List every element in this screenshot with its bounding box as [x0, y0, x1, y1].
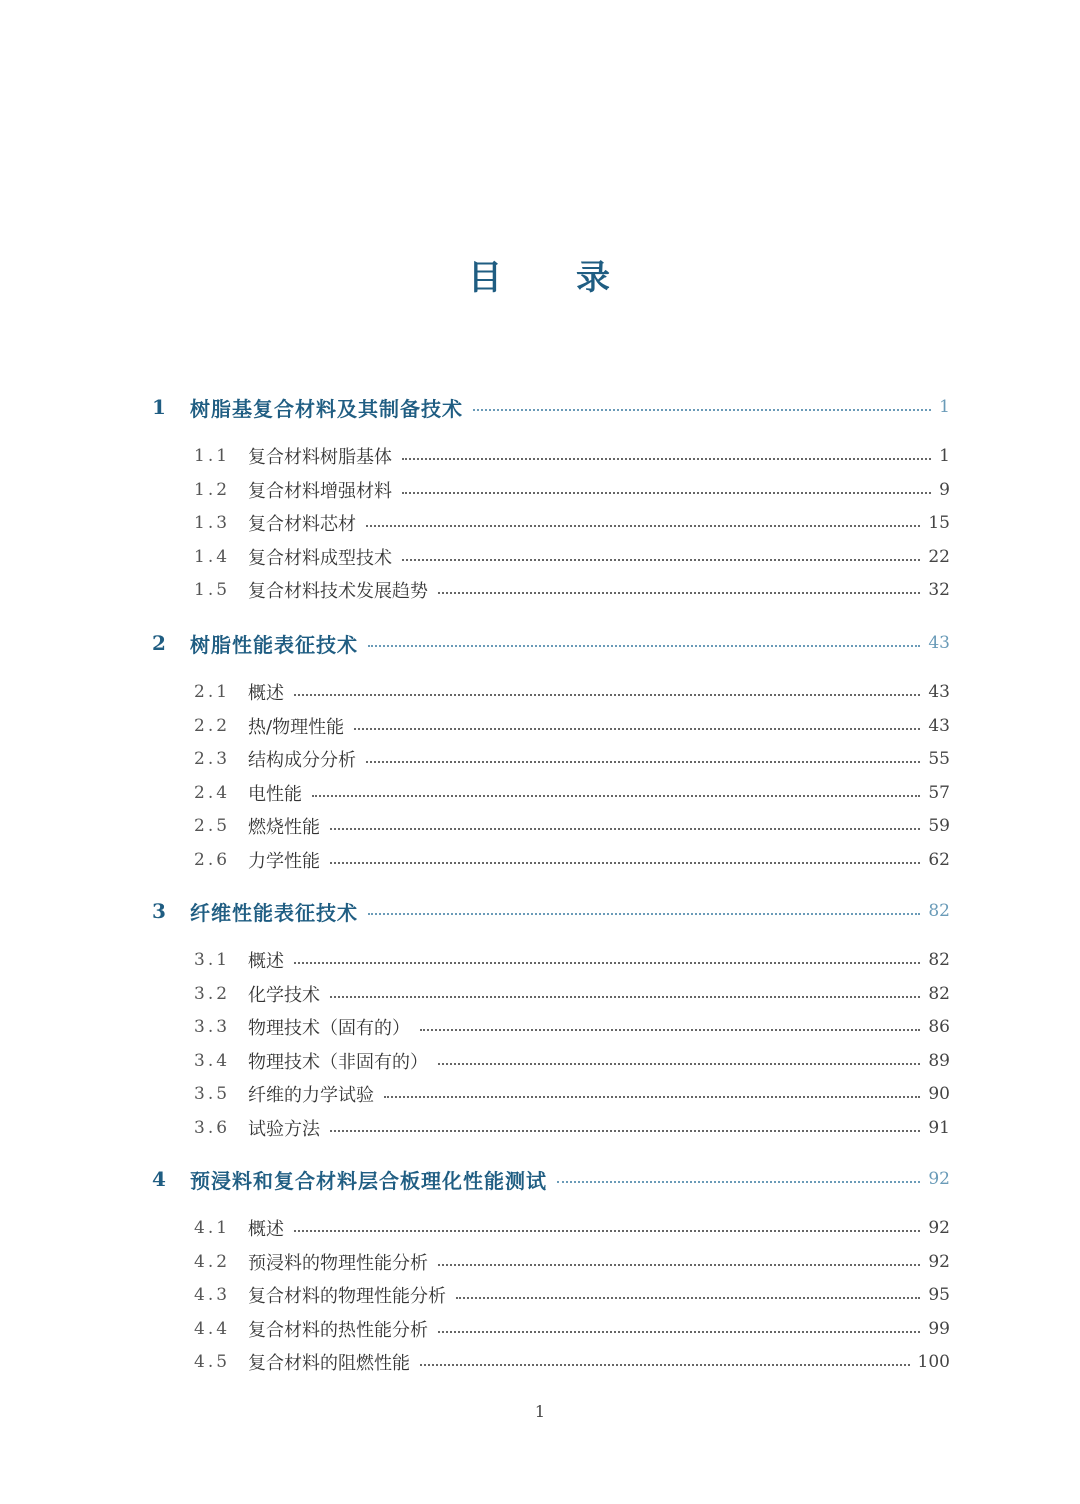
section-leader-dots [438, 1061, 920, 1065]
section-title: 复合材料树脂基体 [248, 447, 392, 468]
toc-section-row[interactable] [0, 980, 1080, 1008]
chapter-page-number: 1 [939, 397, 950, 417]
toc-section-row[interactable] [0, 745, 1080, 773]
section-leader-dots [294, 1228, 920, 1232]
toc-section-row[interactable] [0, 1114, 1080, 1142]
toc-chapter-row[interactable] [0, 1164, 1080, 1194]
toc-section-row[interactable] [0, 946, 1080, 974]
section-page-number: 32 [928, 580, 950, 601]
section-title: 力学性能 [248, 851, 320, 872]
section-title: 物理技术（非固有的） [248, 1051, 428, 1073]
section-page-number: 90 [928, 1084, 950, 1105]
section-leader-dots [330, 826, 920, 830]
section-leader-dots [366, 759, 920, 763]
section-number: 4.3 [194, 1285, 231, 1306]
section-leader-dots [366, 523, 920, 527]
section-title: 结构成分分析 [248, 750, 356, 772]
section-number: 2.4 [194, 782, 231, 803]
section-page-number: 99 [928, 1318, 950, 1339]
section-leader-dots [402, 490, 931, 494]
section-title: 复合材料增强材料 [248, 480, 392, 502]
section-leader-dots [312, 793, 920, 797]
section-page-number: 57 [928, 782, 950, 803]
section-page-number: 91 [928, 1118, 950, 1138]
section-title: 概述 [248, 951, 284, 972]
toc-section-row[interactable] [0, 779, 1080, 807]
section-number: 4.5 [194, 1352, 231, 1373]
section-number: 4.4 [194, 1318, 231, 1339]
chapter-number: 4 [152, 1167, 166, 1191]
section-number: 4.1 [194, 1218, 231, 1238]
section-page-number: 86 [928, 1017, 950, 1038]
section-page-number: 92 [928, 1218, 950, 1238]
section-title: 复合材料技术发展趋势 [248, 581, 428, 603]
toc-section-row[interactable] [0, 1013, 1080, 1041]
section-number: 1.4 [194, 546, 231, 567]
section-number: 1.5 [194, 580, 231, 601]
section-title: 试验方法 [248, 1119, 320, 1140]
section-leader-dots [438, 590, 920, 594]
section-title: 复合材料的物理性能分析 [248, 1286, 446, 1308]
section-number: 2.6 [194, 850, 231, 870]
section-title: 概述 [248, 1219, 284, 1240]
section-page-number: 22 [928, 546, 950, 567]
section-page-number: 15 [928, 513, 950, 534]
section-page-number: 62 [928, 850, 950, 870]
toc-chapter-row[interactable] [0, 628, 1080, 658]
chapter-number: 2 [152, 631, 166, 655]
section-page-number: 92 [928, 1251, 950, 1272]
section-title: 复合材料成型技术 [248, 547, 392, 569]
toc-section-row[interactable] [0, 442, 1080, 470]
chapter-number: 3 [152, 899, 166, 923]
footer-page-number: 1 [534, 1402, 546, 1421]
section-page-number: 82 [928, 983, 950, 1004]
section-leader-dots [402, 557, 920, 561]
section-number: 3.4 [194, 1050, 231, 1071]
section-title: 热/物理性能 [248, 716, 345, 738]
toc-section-row[interactable] [0, 1047, 1080, 1075]
section-title: 复合材料的阻燃性能 [248, 1353, 410, 1375]
section-title: 物理技术（固有的） [248, 1018, 410, 1040]
section-number: 3.2 [194, 983, 231, 1004]
section-leader-dots [294, 960, 920, 964]
toc-section-row[interactable] [0, 1348, 1080, 1376]
toc-section-row[interactable] [0, 812, 1080, 840]
section-title: 纤维的力学试验 [248, 1085, 374, 1107]
section-page-number: 89 [928, 1050, 950, 1071]
section-page-number: 55 [928, 749, 950, 770]
chapter-number: 1 [152, 395, 166, 419]
section-leader-dots [438, 1262, 920, 1266]
section-number: 3.6 [194, 1118, 231, 1138]
chapter-title: 纤维性能表征技术 [190, 900, 358, 925]
section-number: 3.5 [194, 1084, 231, 1105]
chapter-leader-dots [368, 643, 920, 647]
section-title: 预浸料的物理性能分析 [248, 1252, 428, 1274]
section-leader-dots [456, 1295, 920, 1299]
section-leader-dots [438, 1329, 920, 1333]
toc-section-row[interactable] [0, 1080, 1080, 1108]
section-page-number: 59 [928, 816, 950, 837]
section-leader-dots [420, 1362, 910, 1366]
section-number: 1.2 [194, 479, 231, 500]
toc-section-row[interactable] [0, 712, 1080, 740]
section-number: 4.2 [194, 1251, 231, 1272]
section-title: 复合材料芯材 [248, 514, 356, 536]
toc-section-row[interactable] [0, 543, 1080, 571]
toc-section-row[interactable] [0, 678, 1080, 706]
section-title: 化学技术 [248, 984, 320, 1006]
section-title: 概述 [248, 683, 284, 704]
section-leader-dots [294, 692, 920, 696]
toc-section-row[interactable] [0, 1281, 1080, 1309]
section-number: 1.1 [194, 446, 231, 466]
section-number: 3.1 [194, 950, 231, 970]
chapter-page-number: 92 [928, 1169, 950, 1189]
section-leader-dots [330, 860, 920, 864]
chapter-page-number: 43 [928, 633, 950, 653]
section-number: 1.3 [194, 513, 231, 534]
chapter-title: 树脂基复合材料及其制备技术 [190, 396, 463, 421]
section-leader-dots [330, 994, 920, 998]
toc-section-row[interactable] [0, 509, 1080, 537]
section-page-number: 9 [939, 479, 950, 500]
toc-chapter-row[interactable] [0, 392, 1080, 422]
chapter-leader-dots [473, 407, 931, 411]
section-title: 电性能 [248, 783, 302, 805]
section-title: 复合材料的热性能分析 [248, 1319, 428, 1341]
section-number: 2.3 [194, 749, 231, 770]
chapter-title: 树脂性能表征技术 [190, 632, 358, 657]
toc-section-row[interactable] [0, 1315, 1080, 1343]
chapter-leader-dots [368, 911, 920, 915]
toc-title-char-1: 目 [468, 258, 504, 298]
section-leader-dots [384, 1094, 920, 1098]
toc-title-char-2: 录 [576, 258, 612, 298]
toc-section-row[interactable] [0, 1248, 1080, 1276]
section-leader-dots [330, 1128, 920, 1132]
section-page-number: 43 [928, 682, 950, 702]
section-number: 2.5 [194, 816, 231, 837]
section-leader-dots [354, 726, 920, 730]
toc-section-row[interactable] [0, 1214, 1080, 1242]
section-number: 2.2 [194, 715, 231, 736]
toc-section-row[interactable] [0, 476, 1080, 504]
section-page-number: 1 [939, 446, 950, 466]
section-number: 2.1 [194, 682, 231, 702]
section-page-number: 43 [928, 715, 950, 736]
section-page-number: 82 [928, 950, 950, 970]
toc-title [0, 250, 1080, 299]
toc-chapter-row[interactable] [0, 896, 1080, 926]
section-number: 3.3 [194, 1017, 231, 1038]
chapter-title: 预浸料和复合材料层合板理化性能测试 [190, 1168, 547, 1193]
section-leader-dots [420, 1027, 920, 1031]
section-page-number: 100 [917, 1352, 950, 1373]
toc-section-row[interactable] [0, 846, 1080, 874]
chapter-leader-dots [557, 1179, 920, 1183]
section-title: 燃烧性能 [248, 817, 320, 839]
chapter-page-number: 82 [928, 901, 950, 921]
toc-section-row[interactable] [0, 576, 1080, 604]
section-page-number: 95 [928, 1285, 950, 1306]
section-leader-dots [402, 456, 931, 460]
